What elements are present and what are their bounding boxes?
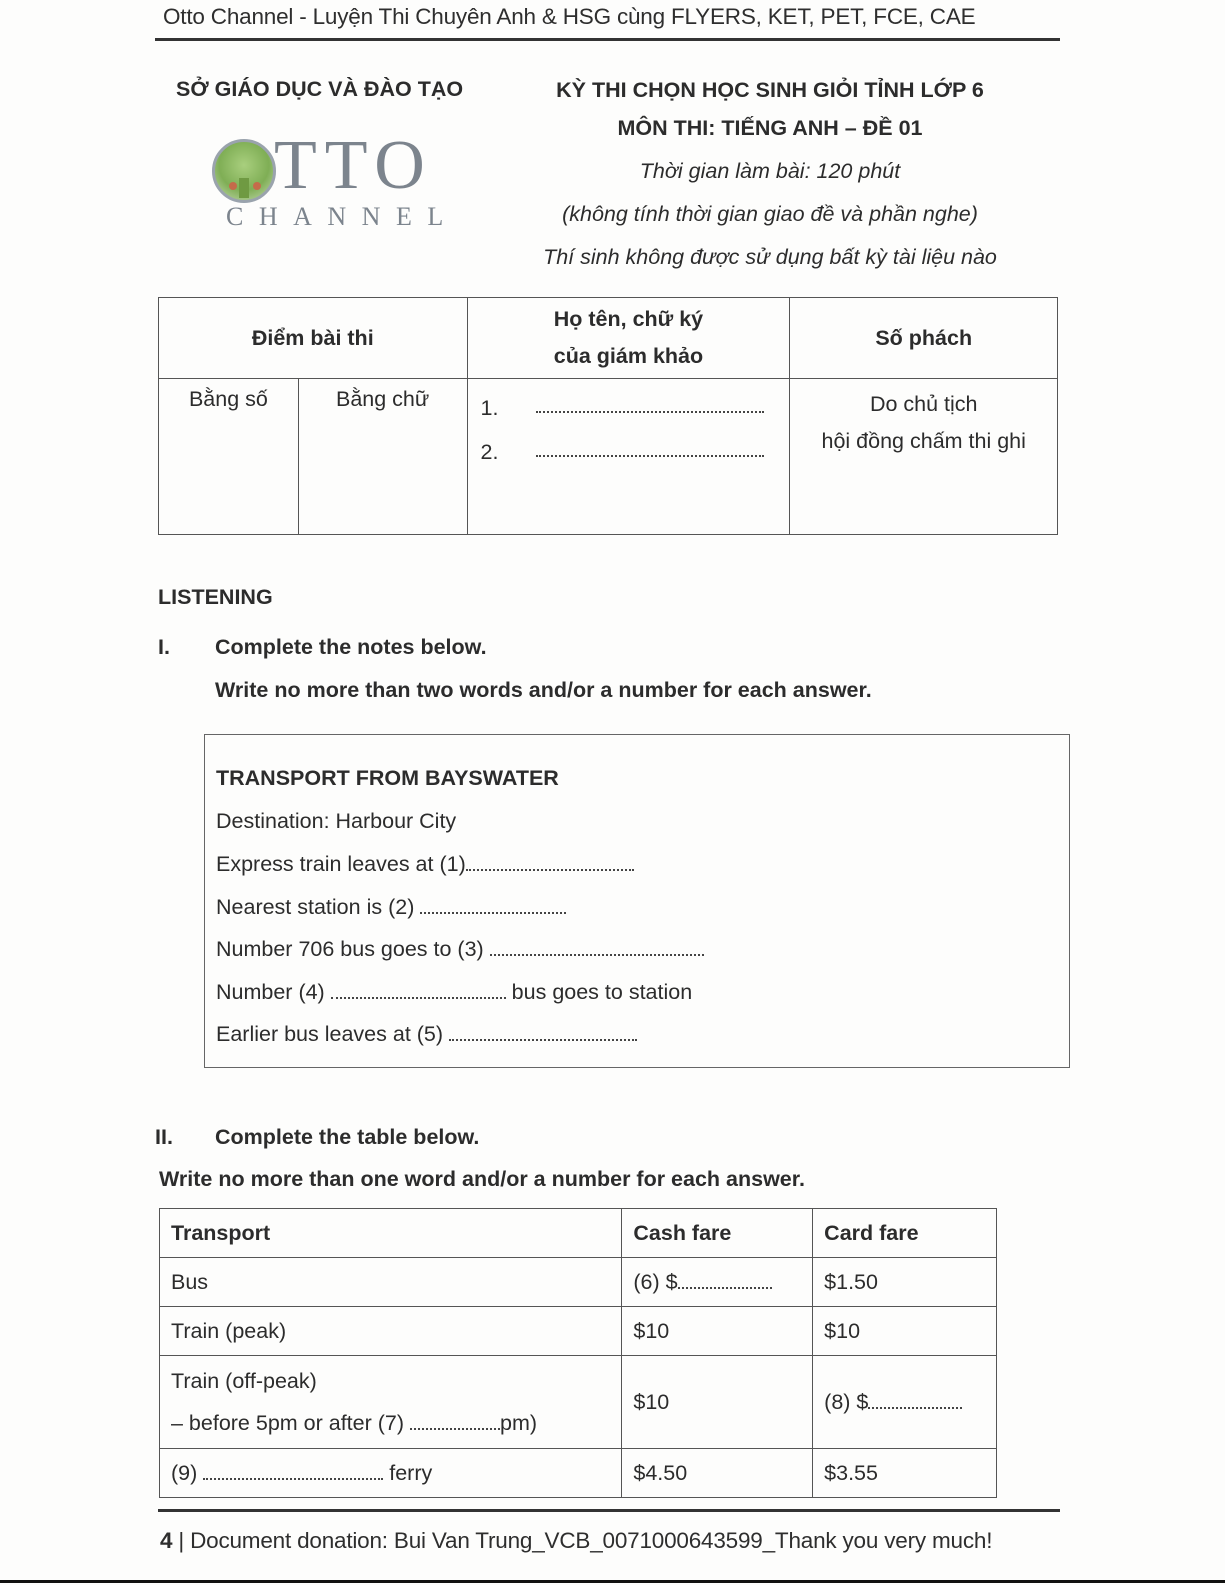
part1-instruction: Complete the notes below.: [215, 635, 487, 659]
score-by-number-cell[interactable]: [159, 379, 299, 535]
footer-text: Document donation: Bui Van Trung_VCB_0071000643599_Thank you very much!: [190, 1528, 993, 1553]
otto-channel-logo: [212, 127, 462, 237]
table-row: [160, 1258, 997, 1307]
cash-fare-cell: $10: [622, 1307, 813, 1356]
card-fare-cell: [813, 1356, 997, 1449]
code-cell: [790, 379, 1058, 535]
answer-4-field[interactable]: [331, 997, 506, 999]
cash-fare-cell: [622, 1258, 813, 1307]
transport-line2: [171, 1402, 621, 1444]
q5-label: Earlier bus leaves at (5): [216, 1022, 450, 1046]
code-note-line2: hội đồng chấm thi ghi: [821, 429, 1026, 453]
code-header: Số phách: [790, 298, 1058, 379]
card-fare-cell: $1.50: [813, 1258, 997, 1307]
section-title-listening: LISTENING: [158, 585, 273, 609]
exam-rule: Thí sinh không được sử dụng bất kỳ tài liệu nào: [543, 245, 997, 269]
notes-q2: [216, 895, 566, 920]
q7-label: – before 5pm or after (7): [171, 1411, 410, 1435]
answer-7-field[interactable]: [410, 1428, 500, 1430]
part2-sub-instruction: Write no more than one word and/or a number for each answer.: [159, 1167, 805, 1191]
notes-q1: [216, 852, 634, 877]
header-cash-fare: Cash fare: [622, 1209, 813, 1258]
cash-fare-cell: $10: [622, 1356, 813, 1449]
header-transport: Transport: [160, 1209, 622, 1258]
notes-destination: Destination: Harbour City: [216, 809, 457, 833]
page-bottom-edge: [0, 1580, 1225, 1583]
score-table: [158, 297, 1058, 535]
exam-subject: MÔN THI: TIẾNG ANH – ĐỀ 01: [617, 116, 923, 140]
card-fare-cell: $3.55: [813, 1449, 997, 1498]
header-divider: [155, 38, 1060, 41]
answer-1-field[interactable]: [466, 869, 634, 871]
answer-5-field[interactable]: [449, 1039, 637, 1041]
card-fare-cell: $10: [813, 1307, 997, 1356]
part1-sub-instruction: Write no more than two words and/or a number for each answer.: [215, 678, 872, 702]
q7-suffix: pm): [500, 1411, 538, 1435]
answer-8-field[interactable]: [868, 1407, 962, 1409]
table-row: [160, 1307, 997, 1356]
footer-separator: |: [172, 1528, 191, 1553]
exam-info: [515, 74, 1025, 285]
signature-1-field[interactable]: [536, 411, 764, 413]
examiner-header-line1: Họ tên, chữ ký: [553, 307, 704, 331]
notes-q4: [216, 980, 692, 1005]
score-by-words-cell[interactable]: [298, 379, 467, 535]
part2-instruction: Complete the table below.: [215, 1125, 480, 1149]
answer-2-field[interactable]: [420, 912, 566, 914]
q1-label: Express train leaves at (1): [216, 852, 466, 876]
examiner-signatures-cell: [467, 379, 790, 535]
table-row: [160, 1449, 997, 1498]
q8-label: (8) $: [824, 1389, 869, 1414]
department-title: SỞ GIÁO DỤC VÀ ĐÀO TẠO: [176, 77, 464, 101]
q9-label: (9): [171, 1460, 204, 1485]
exam-time-note: (không tính thời gian giao đề và phần nghe): [562, 202, 978, 226]
transport-cell: Bus: [160, 1258, 622, 1307]
transport-cell: [160, 1449, 622, 1498]
logo-subtitle: CHANNEL: [226, 202, 459, 231]
q9-suffix: ferry: [383, 1460, 433, 1485]
examiner-header: [467, 298, 790, 379]
table-header-row: [160, 1209, 997, 1258]
part2-numeral: II.: [155, 1125, 173, 1149]
score-header: Điểm bài thi: [159, 298, 468, 379]
transport-cell: [160, 1356, 622, 1449]
transport-line1: Train (off-peak): [171, 1369, 317, 1393]
q4-suffix: bus goes to station: [505, 980, 693, 1004]
score-by-words-label: Bằng chữ: [335, 387, 430, 411]
answer-9-field[interactable]: [203, 1478, 383, 1480]
notes-title: TRANSPORT FROM BAYSWATER: [216, 766, 559, 790]
q3-label: Number 706 bus goes to (3): [216, 937, 490, 961]
answer-6-field[interactable]: [678, 1287, 772, 1289]
logo-wordmark: TTO: [274, 127, 433, 204]
q2-label: Nearest station is (2): [216, 895, 421, 919]
transport-cell: Train (peak): [160, 1307, 622, 1356]
cash-fare-cell: $4.50: [622, 1449, 813, 1498]
signature-2-field[interactable]: [536, 455, 764, 457]
q6-label: (6) $: [633, 1269, 678, 1294]
notes-q3: [216, 937, 704, 962]
fares-table: [159, 1208, 997, 1498]
page-number: 4: [160, 1528, 173, 1553]
examiner-header-line2: của giám khảo: [553, 344, 704, 368]
part1-numeral: I.: [158, 635, 170, 659]
exam-time: Thời gian làm bài: 120 phút: [639, 159, 901, 183]
score-by-number-label: Bằng số: [188, 387, 268, 411]
q4-label: Number (4): [216, 980, 331, 1004]
header-card-fare: Card fare: [813, 1209, 997, 1258]
tree-circle-logo-icon: [212, 139, 276, 203]
notes-q5: [216, 1022, 637, 1047]
footer-divider: [158, 1509, 1060, 1512]
page-header-text: Otto Channel - Luyện Thi Chuyên Anh & HSG cùng FLYERS, KET, PET, FCE, CAE: [163, 4, 976, 29]
signature-1-label: 1.: [480, 396, 499, 420]
signature-2-label: 2.: [480, 440, 499, 464]
code-note-line1: Do chủ tịch: [869, 392, 978, 416]
exam-name: KỲ THI CHỌN HỌC SINH GIỎI TỈNH LỚP 6: [556, 78, 984, 102]
table-row: [160, 1356, 997, 1449]
answer-3-field[interactable]: [490, 954, 704, 956]
notes-box: [204, 734, 1070, 1068]
page-footer: [160, 1528, 992, 1554]
